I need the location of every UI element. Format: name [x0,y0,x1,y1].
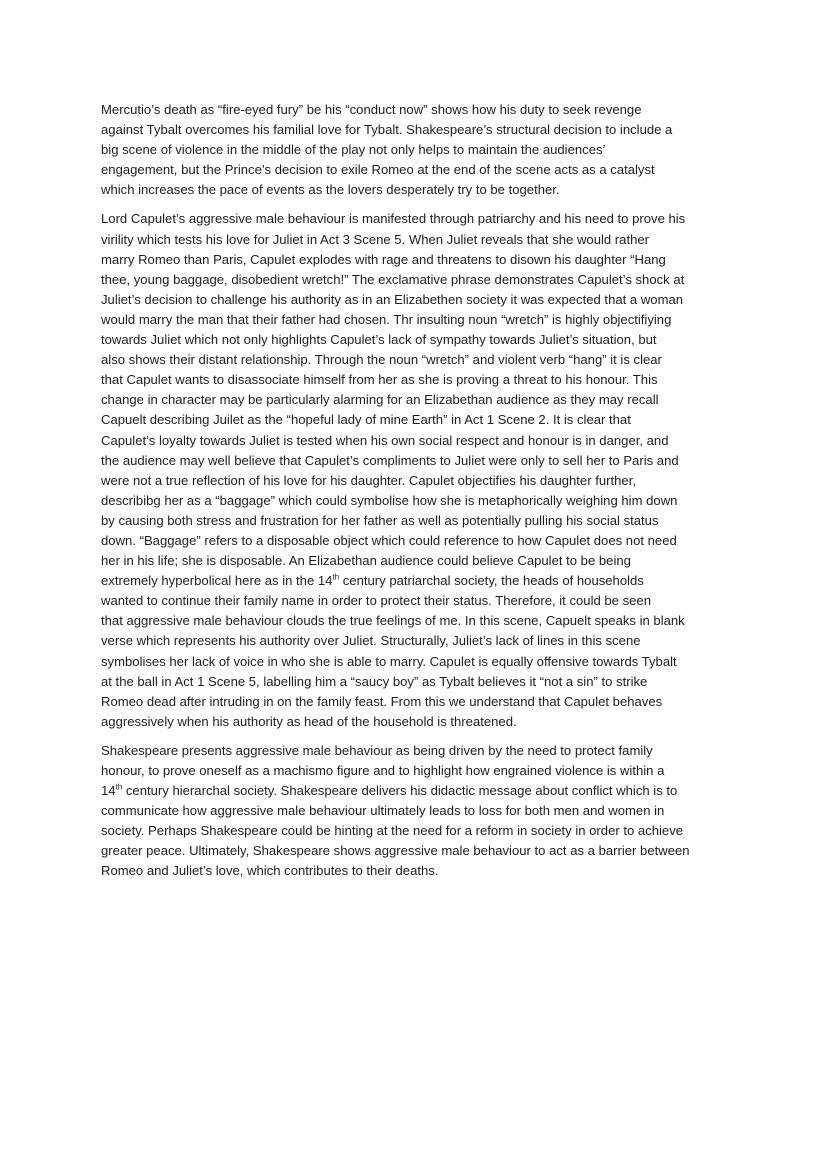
text-run: society. Perhaps Shakespeare could be hinting at the need for a reform in society in order to achieve [101,823,684,839]
text-line [101,431,733,451]
text-line [101,100,733,120]
text-line [101,160,733,180]
text-run: aggressively when his authority as head of the household is threatened. [101,713,517,729]
text-run: towards Juliet which not only highlights Capulet’s lack of sympathy towards Juliet’s situation, but [101,332,657,348]
text-run: century hierarchal society. Shakespeare delivers his didactic message about conflict which is to [122,783,678,799]
text-run: against Tybalt overcomes his familial love for Tybalt. Shakespeare’s structural decision to include a [101,122,673,138]
text-line [101,652,733,672]
text-line [101,692,733,712]
paragraph-2 [101,209,733,731]
text-run: would marry the man that their father had chosen. Thr insulting noun “wretch” is highly objectifiying [101,311,672,327]
text-run: Capulet’s loyalty towards Juliet is tested when his own social respect and honour is in danger, and [101,432,669,448]
text-line [101,712,733,732]
text-run: the audience may well believe that Capulet’s compliments to Juliet were only to sell her to Paris and [101,452,679,468]
text-line [101,551,733,571]
text-run: marry Romeo than Paris, Capulet explodes with rage and threatens to disown his daughter “Hang [101,251,666,267]
text-run: 14 [101,783,116,799]
text-line [101,491,733,511]
text-line [101,801,733,821]
text-line [101,270,733,290]
text-line [101,330,733,350]
text-line [101,611,733,631]
text-line [101,761,733,781]
text-run: extremely hyperbolical here as in the 14 [101,573,333,589]
text-line [101,120,733,140]
text-run: down. “Baggage” refers to a disposable object which could reference to how Capulet does not need [101,532,677,548]
text-run: communicate how aggressive male behaviour ultimately leads to loss for both men and women in [101,803,665,819]
text-line [101,350,733,370]
text-run: wanted to continue their family name in order to protect their status. Therefore, it could be seen [101,593,651,609]
essay-text [101,100,733,891]
text-line [101,841,733,861]
text-line [101,821,733,841]
text-run: Mercutio’s death as “fire-eyed fury” be his “conduct now” shows how his duty to seek revenge [101,102,642,117]
text-run: big scene of violence in the middle of the play not only helps to maintain the audiences’ [101,142,606,158]
text-run: by causing both stress and frustration for her father as well as potentially pulling his social status [101,512,659,528]
text-run: Shakespeare presents aggressive male behaviour as being driven by the need to protect family [101,742,653,758]
text-run: her in his life; she is disposable. An Elizabethan audience could believe Capulet to be being [101,553,631,569]
text-run: at the ball in Act 1 Scene 5, labelling him a “saucy boy” as Tybalt believes it “not a sin” to strike [101,673,648,689]
text-run: were not a true reflection of his love for his daughter. Capulet objectifies his daughter further, [101,472,636,488]
paragraph-1 [101,100,733,200]
text-run: engagement, but the Prince’s decision to exile Romeo at the end of the scene acts as a catalyst [101,162,655,178]
text-line [101,571,733,591]
text-line [101,290,733,310]
text-run: that Capulet wants to disassociate himself from her as she is proving a threat to his honour. This [101,372,658,388]
text-line [101,511,733,531]
text-line [101,310,733,330]
text-line [101,672,733,692]
text-run: virility which tests his love for Juliet in Act 3 Scene 5. When Juliet reveals that she would rather [101,231,650,247]
text-line [101,741,733,761]
text-line [101,370,733,390]
text-run: Romeo dead after intruding in on the family feast. From this we understand that Capulet behaves [101,693,663,709]
text-run: Capuelt describing Juilet as the “hopeful lady of mine Earth” in Act 1 Scene 2. It is clear that [101,412,631,428]
ordinal-superscript: th [115,782,123,792]
text-line [101,451,733,471]
ordinal-superscript: th [332,572,340,582]
text-line [101,861,733,881]
text-run: century patriarchal society, the heads of households [339,573,644,589]
text-line [101,471,733,491]
text-run: Romeo and Juliet’s love, which contributes to their deaths. [101,863,439,879]
text-line [101,140,733,160]
text-line [101,250,733,270]
text-run: honour, to prove oneself as a machismo figure and to highlight how engrained violence is within a [101,763,665,778]
text-run: also shows their distant relationship. Through the noun “wretch” and violent verb “hang” it is clear [101,352,662,368]
text-run: describibg her as a “baggage” which could symbolise how she is metaphorically weighing him down [101,492,678,508]
text-line [101,209,733,229]
text-run: verse which represents his authority over Juliet. Structurally, Juliet’s lack of lines in this scene [101,633,641,649]
text-run: which increases the pace of events as the lovers desperately try to be together. [101,182,560,198]
text-line [101,410,733,430]
text-line [101,631,733,651]
text-line [101,531,733,551]
paragraph-3 [101,741,733,882]
text-line [101,781,733,801]
text-run: thee, young baggage, disobedient wretch!” The exclamative phrase demonstrates Capulet’s shock at [101,271,685,287]
text-run: greater peace. Ultimately, Shakespeare shows aggressive male behaviour to act as a barrier between [101,843,690,859]
text-line [101,591,733,611]
text-line [101,230,733,250]
text-line [101,180,733,200]
text-run: Juliet’s decision to challenge his authority as in an Elizabethen society it was expected that a woman [101,291,684,307]
text-run: Lord Capulet’s aggressive male behaviour is manifested through patriarchy and his need to prove his [101,211,686,227]
text-run: symbolises her lack of voice in who she is able to marry. Capulet is equally offensive towards Tybalt [101,653,677,669]
text-run: that aggressive male behaviour clouds the true feelings of me. In this scene, Capuelt speaks in blank [101,613,685,629]
text-line [101,390,733,410]
text-run: change in character may be particularly alarming for an Elizabethan audience as they may recall [101,392,659,408]
